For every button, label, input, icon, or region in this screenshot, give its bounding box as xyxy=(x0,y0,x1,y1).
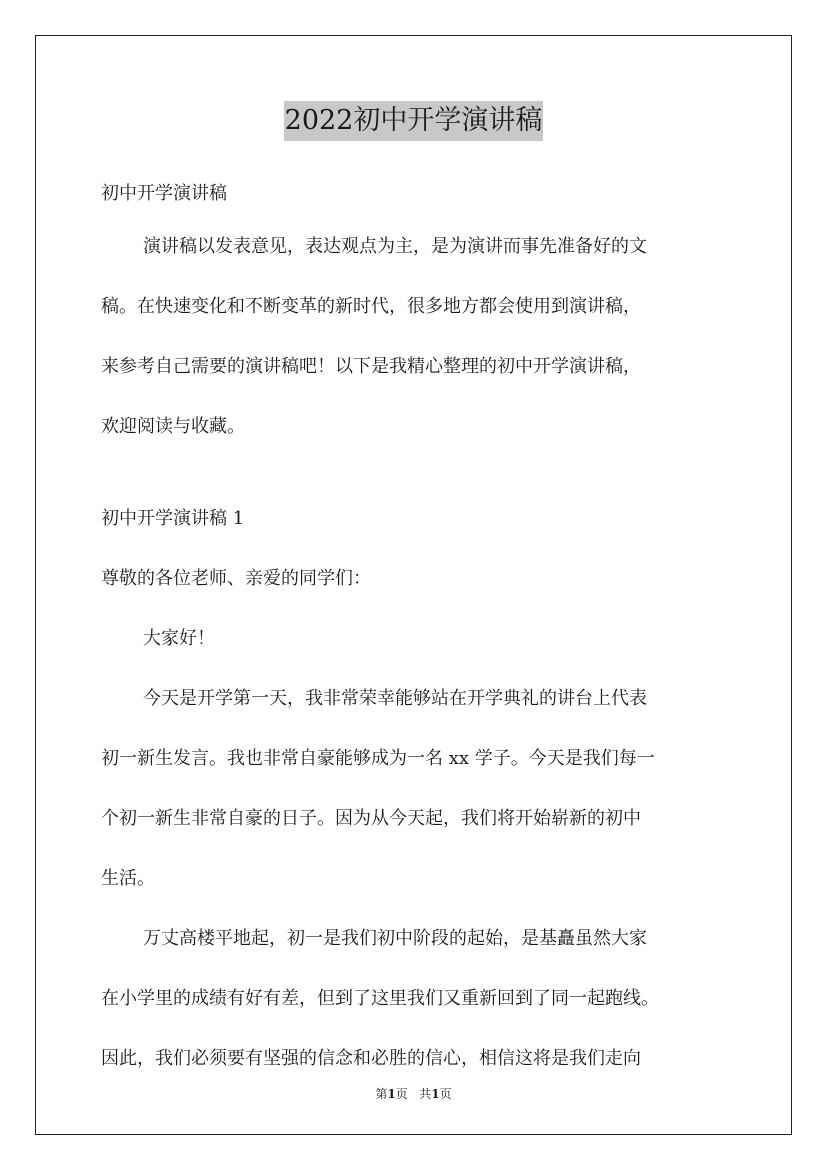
body-line: 今天是开学第一天，我非常荣幸能够站在开学典礼的讲台上代表 xyxy=(143,688,647,709)
footer-page-suffix: 页 xyxy=(395,1087,408,1101)
footer-page-number: 1 xyxy=(387,1087,396,1101)
salutation: 尊敬的各位老师、亲爱的同学们： xyxy=(101,568,371,589)
document-subtitle: 初中开学演讲稿 xyxy=(101,183,227,204)
section-heading: 初中开学演讲稿 1 xyxy=(101,508,245,529)
footer-total-suffix: 页 xyxy=(439,1087,452,1101)
intro-line: 稿。在快速变化和不断变革的新时代，很多地方都会使用到演讲稿， xyxy=(101,296,641,317)
body-line: 因此，我们必须要有坚强的信念和必胜的信心，相信这将是我们走向 xyxy=(101,1048,641,1069)
body-line: 个初一新生非常自豪的日子。因为从今天起，我们将开始崭新的初中 xyxy=(101,808,641,829)
intro-paragraph xyxy=(101,217,741,457)
body-line: 万丈高楼平地起，初一是我们初中阶段的起始，是基矗虽然大家 xyxy=(143,928,647,949)
document-title: 2022初中开学演讲稿 xyxy=(284,101,544,141)
body-line: 在小学里的成绩有好有差，但到了这里我们又重新回到了同一起跑线。 xyxy=(101,988,659,1009)
footer-total-number: 1 xyxy=(431,1087,440,1101)
speech-body xyxy=(101,489,741,1089)
title-container xyxy=(0,101,827,141)
greeting: 大家好！ xyxy=(143,628,215,649)
page-footer xyxy=(0,1085,827,1102)
intro-line: 来参考自己需要的演讲稿吧！以下是我精心整理的初中开学演讲稿， xyxy=(101,356,641,377)
intro-line: 演讲稿以发表意见，表达观点为主，是为演讲而事先准备好的文 xyxy=(143,236,647,257)
footer-total-prefix: 共 xyxy=(419,1087,432,1101)
body-line: 初一新生发言。我也非常自豪能够成为一名 xx 学子。今天是我们每一 xyxy=(101,748,655,769)
intro-line: 欢迎阅读与收藏。 xyxy=(101,416,245,437)
body-line: 生活。 xyxy=(101,868,155,889)
footer-page-prefix: 第 xyxy=(375,1087,388,1101)
